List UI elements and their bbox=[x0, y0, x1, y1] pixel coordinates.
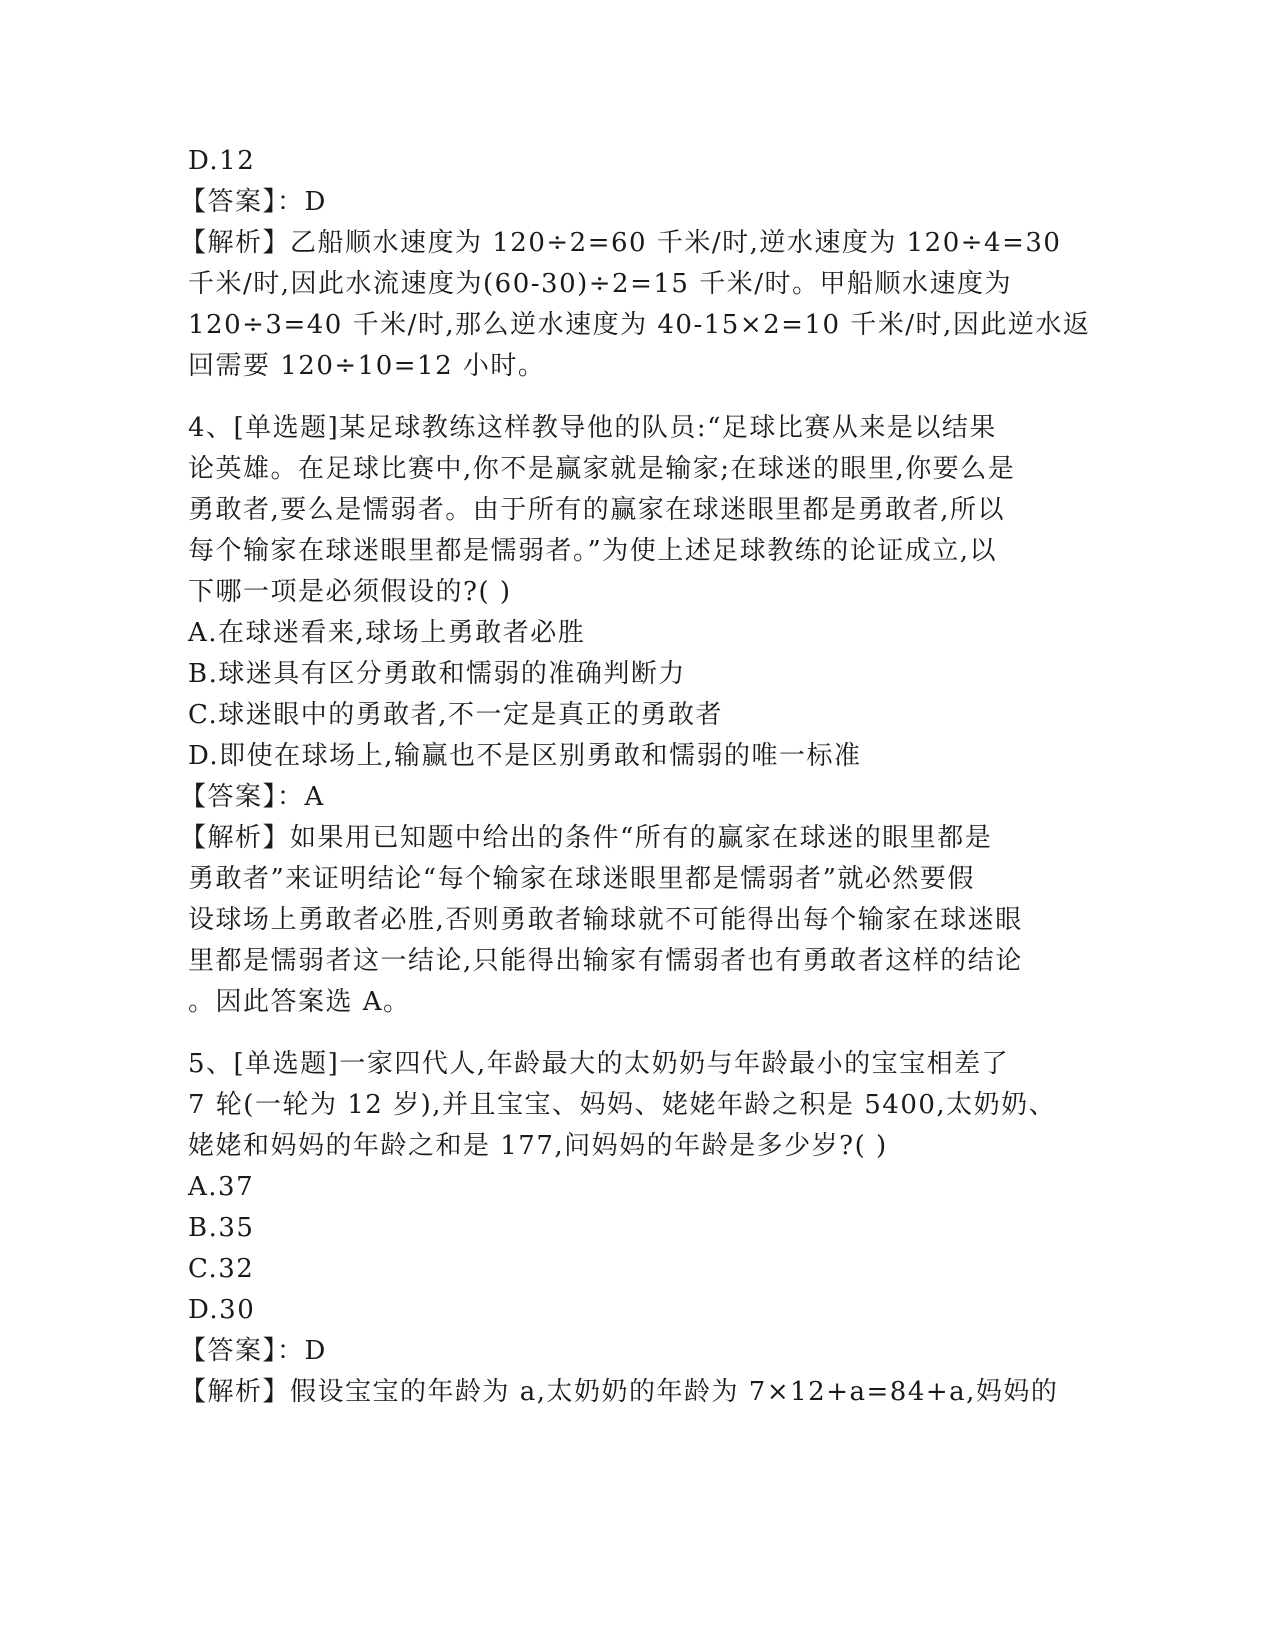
q4-option-b: B.球迷具有区分勇敢和懦弱的准确判断力 bbox=[188, 659, 686, 689]
q4-option-d: D.即使在球场上,输赢也不是区别勇敢和懦弱的唯一标准 bbox=[188, 741, 862, 771]
q4-stem-line: 勇敢者,要么是懦弱者。由于所有的赢家在球迷眼里都是勇敢者,所以 bbox=[188, 495, 1006, 525]
q4-stem-line: 下哪一项是必须假设的?( ) bbox=[188, 577, 512, 607]
q5-option-a: A.37 bbox=[188, 1172, 255, 1202]
q3-analysis-line: 120÷3=40 千米/时,那么逆水速度为 40-15×2=10 千米/时,因此逆水返 bbox=[188, 310, 1091, 340]
q5-stem-line: 7 轮(一轮为 12 岁),并且宝宝、妈妈、姥姥年龄之积是 5400,太奶奶、 bbox=[188, 1090, 1057, 1120]
q4-analysis-line: 【解析】如果用已知题中给出的条件“所有的赢家在球迷的眼里都是 bbox=[180, 823, 993, 853]
q3-answer: 【答案】：D bbox=[180, 187, 327, 217]
q3-analysis-line: 【解析】乙船顺水速度为 120÷2=60 千米/时,逆水速度为 120÷4=30 bbox=[180, 228, 1062, 258]
q5-option-b: B.35 bbox=[188, 1213, 255, 1243]
q3-analysis-line: 千米/时,因此水流速度为(60-30)÷2=15 千米/时。甲船顺水速度为 bbox=[188, 269, 1012, 299]
q5-stem-line: 5、[单选题]一家四代人,年龄最大的太奶奶与年龄最小的宝宝相差了 bbox=[188, 1049, 1010, 1079]
q4-option-c: C.球迷眼中的勇敢者,不一定是真正的勇敢者 bbox=[188, 700, 723, 730]
q3-analysis-line: 回需要 120÷10=12 小时。 bbox=[188, 351, 546, 381]
q4-stem-line: 4、[单选题]某足球教练这样教导他的队员:“足球比赛从来是以结果 bbox=[188, 413, 997, 443]
q4-answer: 【答案】：A bbox=[180, 782, 325, 812]
q4-analysis-line: 。因此答案选 A。 bbox=[188, 987, 411, 1017]
q5-analysis-line: 【解析】假设宝宝的年龄为 a,太奶奶的年龄为 7×12+a=84+a,妈妈的 bbox=[180, 1377, 1059, 1407]
q4-analysis-line: 勇敢者”来证明结论“每个输家在球迷眼里都是懦弱者”就必然要假 bbox=[188, 864, 975, 894]
q5-stem-line: 姥姥和妈妈的年龄之和是 177,问妈妈的年龄是多少岁?( ) bbox=[188, 1131, 888, 1161]
q4-option-a: A.在球迷看来,球场上勇敢者必胜 bbox=[188, 618, 586, 648]
q4-analysis-line: 里都是懦弱者这一结论,只能得出输家有懦弱者也有勇敢者这样的结论 bbox=[188, 946, 1023, 976]
q4-analysis-line: 设球场上勇敢者必胜,否则勇敢者输球就不可能得出每个输家在球迷眼 bbox=[188, 905, 1023, 935]
q5-option-c: C.32 bbox=[188, 1254, 255, 1284]
q3-option-d: D.12 bbox=[188, 146, 256, 176]
q4-stem-line: 论英雄。在足球比赛中,你不是赢家就是输家;在球迷的眼里,你要么是 bbox=[188, 454, 1016, 484]
q4-stem-line: 每个输家在球迷眼里都是懦弱者。”为使上述足球教练的论证成立,以 bbox=[188, 536, 998, 566]
q5-option-d: D.30 bbox=[188, 1295, 256, 1325]
q5-answer: 【答案】：D bbox=[180, 1336, 327, 1366]
